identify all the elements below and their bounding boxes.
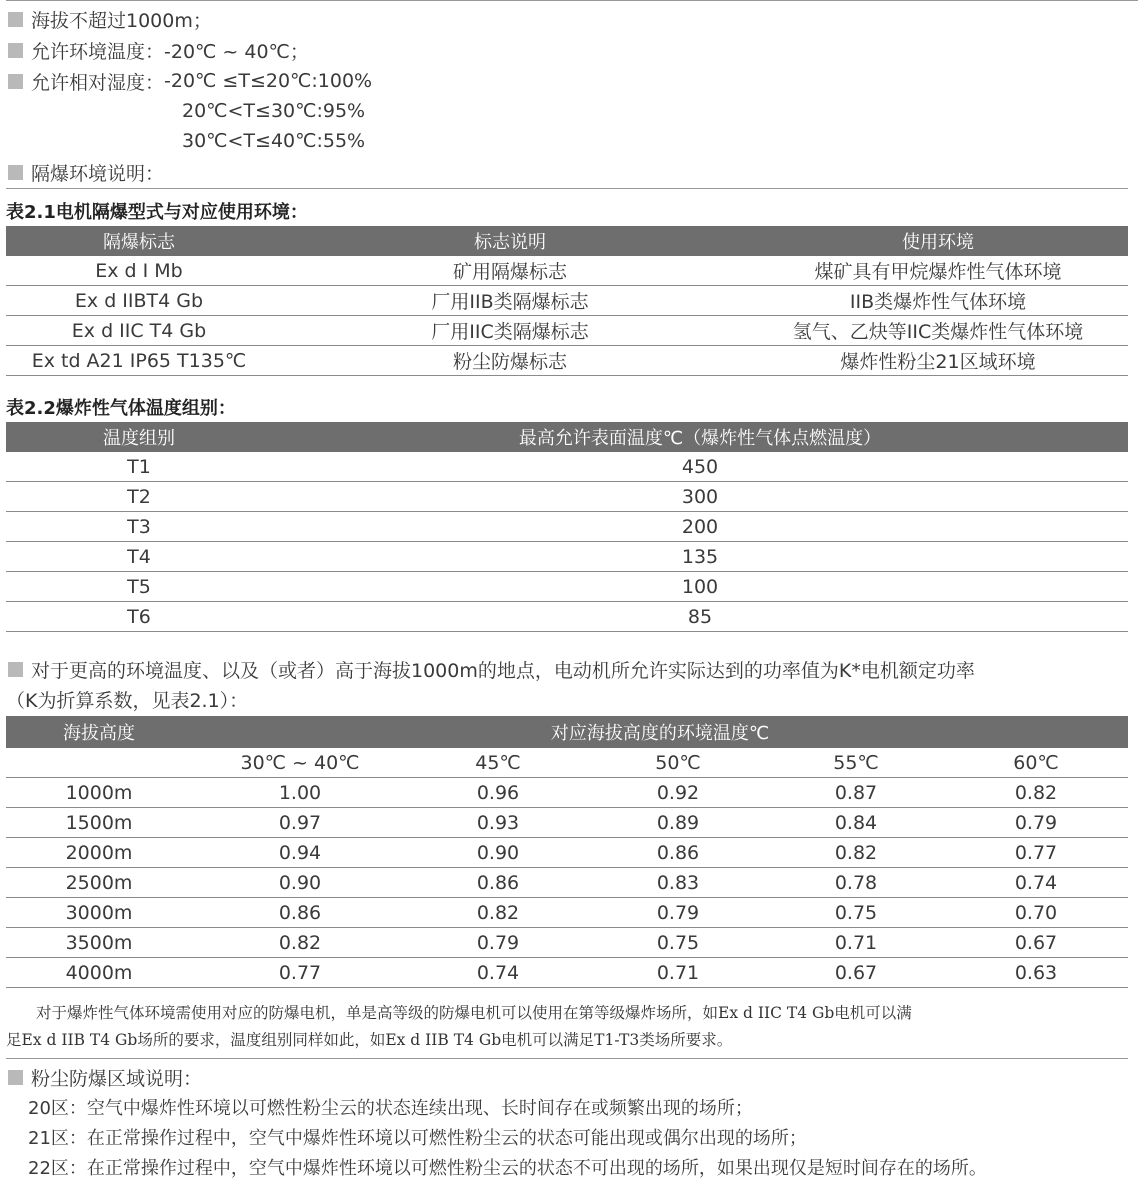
table1-cell: IIB类爆炸性气体环境: [849, 291, 1027, 313]
explosion-paragraph: [6, 1000, 1128, 1054]
table-row: [6, 958, 1128, 988]
table1-header-cell: 标志说明: [474, 232, 546, 253]
dust-title: [0, 1062, 202, 1092]
derating-cell: 0.75: [656, 931, 700, 954]
table1-cell: 厂用IIC类隔爆标志: [431, 321, 589, 343]
condition-altitude-text: 海拔不超过1000m；: [31, 9, 212, 32]
condition-humidity-line-3: [0, 126, 365, 156]
explosion-paragraph-line-1: 对于爆炸性气体环境需使用对应的防爆电机，单是高等级的防爆电机可以使用在第等级爆炸场所，如Ex d IIC T4 Gb电机可以满: [36, 1004, 912, 1022]
derating-cell: 0.92: [656, 781, 700, 804]
derating-cell: 0.86: [476, 871, 520, 894]
condition-temperature-label: 允许环境温度：: [31, 40, 165, 63]
table2-cell: 85: [687, 605, 713, 628]
derating-cell: 3500m: [65, 931, 133, 954]
derating-cell: 0.77: [278, 961, 322, 984]
derating-cell: 0.84: [834, 811, 878, 834]
table1-caption: 表2.1电机隔爆型式与对应使用环境：: [6, 202, 308, 223]
table1-cell: 厂用IIB类隔爆标志: [431, 291, 589, 313]
derating-cell: 0.83: [656, 871, 700, 894]
derating-cell: 3000m: [65, 901, 133, 924]
table2-cell: 135: [681, 545, 719, 568]
derating-cell: 0.82: [834, 841, 878, 864]
top-divider: [6, 0, 1138, 1]
table2-cell: 100: [681, 575, 719, 598]
derating-table-header: [6, 716, 1128, 748]
derating-temp-cell: 30℃ ~ 40℃: [240, 751, 360, 774]
table-row: [6, 542, 1128, 572]
table2-cell: T4: [127, 545, 151, 568]
explosion-paragraph-line-2: 足Ex d IIB T4 Gb场所的要求，温度组别同样如此，如Ex d IIB T4 Gb电机可以满足T1-T3类场所要求。: [6, 1031, 733, 1049]
derating-cell: 0.74: [476, 961, 520, 984]
derating-table: [6, 716, 1128, 988]
derating-cell: 0.97: [278, 811, 322, 834]
derating-cell: 0.71: [834, 931, 878, 954]
derating-cell: 0.74: [1014, 871, 1058, 894]
derating-cell: 0.86: [656, 841, 700, 864]
table1-cell: Ex d IIC T4 Gb: [71, 319, 207, 342]
table2-cell: T2: [127, 485, 151, 508]
table-row: [6, 316, 1128, 346]
derating-temp-cell: 55℃: [833, 751, 879, 774]
table-row: [6, 778, 1128, 808]
derating-cell: 0.90: [278, 871, 322, 894]
derating-cell: 1500m: [65, 811, 133, 834]
bullet-square-icon: [8, 1070, 23, 1085]
bullet-square-icon: [8, 43, 23, 58]
table1-cell: 爆炸性粉尘21区域环境: [840, 351, 1036, 373]
derating-cell: 0.96: [476, 781, 520, 804]
derating-cell: 0.79: [1014, 811, 1058, 834]
table2-cell: T1: [127, 455, 151, 478]
derating-cell: 0.79: [476, 931, 520, 954]
table-row: [6, 572, 1128, 602]
derating-cell: 4000m: [65, 961, 133, 984]
table1-cell: 矿用隔爆标志: [452, 261, 567, 283]
table2-cell: 300: [681, 485, 719, 508]
derating-cell: 2000m: [65, 841, 133, 864]
table-row: [6, 482, 1128, 512]
table-row: [6, 808, 1128, 838]
derating-cell: 0.90: [476, 841, 520, 864]
table2-header: [6, 422, 1128, 452]
derating-temp-cell: 45℃: [475, 751, 521, 774]
derating-cell: 0.82: [278, 931, 322, 954]
derating-cell: 0.75: [834, 901, 878, 924]
table-row: [6, 286, 1128, 316]
condition-explosion-note: [0, 157, 164, 187]
derating-cell: 0.94: [278, 841, 322, 864]
table2-cell: 200: [681, 515, 719, 538]
derating-cell: 0.82: [476, 901, 520, 924]
table1-header: [6, 226, 1128, 256]
derating-cell: 2500m: [65, 871, 133, 894]
table-row: [6, 512, 1128, 542]
derating-cell: 0.67: [834, 961, 878, 984]
derating-temp-cell: 60℃: [1013, 751, 1059, 774]
condition-humidity-line-2: [0, 96, 365, 126]
derating-note-line-1: 对于更高的环境温度、以及（或者）高于海拔1000m的地点，电动机所允许实际达到的功率值为K*电机额定功率: [31, 659, 975, 682]
derating-cell: 0.63: [1014, 961, 1058, 984]
table2-header-cell: 温度组别: [103, 428, 175, 449]
table1-cell: Ex d IIBT4 Gb: [74, 289, 204, 312]
derating-temp-row: [6, 748, 1128, 778]
derating-cell: 1000m: [65, 781, 133, 804]
derating-cell: 0.71: [656, 961, 700, 984]
derating-note-line-2: （K为折算系数，见表2.1）：: [6, 689, 249, 712]
derating-cell: 0.70: [1014, 901, 1058, 924]
table1-cell: 粉尘防爆标志: [452, 351, 567, 373]
derating-cell: 0.67: [1014, 931, 1058, 954]
table1-header-cell: 隔爆标志: [103, 232, 175, 253]
table-row: [6, 452, 1128, 482]
derating-cell: 0.93: [476, 811, 520, 834]
table-row: [6, 346, 1128, 376]
condition-temperature: [0, 35, 309, 65]
derating-note: [0, 654, 975, 684]
dust-zone-21: 21区：在正常操作过程中，空气中爆炸性环境以可燃性粉尘云的状态可能出现或偶尔出现的场所；: [28, 1128, 807, 1149]
bullet-square-icon: [8, 74, 23, 89]
table-row: [6, 838, 1128, 868]
table-row: [6, 256, 1128, 286]
table-row: [6, 898, 1128, 928]
derating-cell: 0.89: [656, 811, 700, 834]
derating-cell: 0.82: [1014, 781, 1058, 804]
condition-temperature-value: -20℃ ~ 40℃；: [164, 40, 309, 63]
table2-cell: T3: [127, 515, 151, 538]
bullet-square-icon: [8, 165, 23, 180]
table-row: [6, 928, 1128, 958]
bullet-square-icon: [8, 662, 23, 677]
derating-cell: 1.00: [278, 781, 322, 804]
condition-altitude: [0, 4, 212, 34]
condition-humidity-line-1: -20℃ ≤T≤20℃:100%: [164, 70, 373, 92]
table-row: [6, 602, 1128, 632]
table1: [6, 226, 1128, 376]
table1-cell: Ex td A21 IP65 T135℃: [31, 349, 247, 372]
section-divider: [6, 1058, 1128, 1059]
derating-header-altitude: 海拔高度: [63, 723, 135, 744]
dust-zone-20: 20区：空气中爆炸性环境以可燃性粉尘云的状态连续出现、长时间存在或频繁出现的场所；: [28, 1098, 753, 1119]
bullet-square-icon: [8, 12, 23, 27]
dust-title-text: 粉尘防爆区域说明：: [31, 1067, 203, 1090]
derating-cell: 0.77: [1014, 841, 1058, 864]
derating-header-temperature: 对应海拔高度的环境温度℃: [550, 723, 770, 744]
condition-humidity-line-2-text: 20℃<T≤30℃:95%: [182, 100, 366, 122]
table2-cell: 450: [681, 455, 719, 478]
table1-cell: 氢气、乙炔等IIC类爆炸性气体环境: [792, 321, 1084, 343]
derating-cell: 0.79: [656, 901, 700, 924]
table-row: [6, 868, 1128, 898]
derating-cell: 0.78: [834, 871, 878, 894]
table2: [6, 422, 1128, 632]
derating-cell: 0.86: [278, 901, 322, 924]
condition-explosion-note-text: 隔爆环境说明：: [31, 162, 165, 185]
table1-cell: 煤矿具有甲烷爆炸性气体环境: [814, 261, 1062, 283]
table1-header-cell: 使用环境: [902, 232, 974, 253]
table2-caption: 表2.2爆炸性气体温度组别：: [6, 398, 236, 419]
table2-cell: T6: [127, 605, 151, 628]
section-divider: [6, 188, 1128, 189]
derating-cell: 0.87: [834, 781, 878, 804]
condition-humidity-label: 允许相对湿度：: [31, 71, 165, 94]
derating-note-cont: [0, 684, 248, 714]
table2-header-cell: 最高允许表面温度℃（爆炸性气体点燃温度）: [518, 428, 882, 449]
dust-zone-22: 22区：在正常操作过程中，空气中爆炸性环境以可燃性粉尘云的状态不可出现的场所，如果出现仅是短时间存在的场所。: [28, 1158, 987, 1179]
table1-cell: Ex d I Mb: [95, 259, 183, 282]
condition-humidity: [0, 66, 372, 96]
condition-humidity-line-3-text: 30℃<T≤40℃:55%: [182, 130, 366, 152]
table2-cell: T5: [127, 575, 151, 598]
derating-temp-cell: 50℃: [655, 751, 701, 774]
